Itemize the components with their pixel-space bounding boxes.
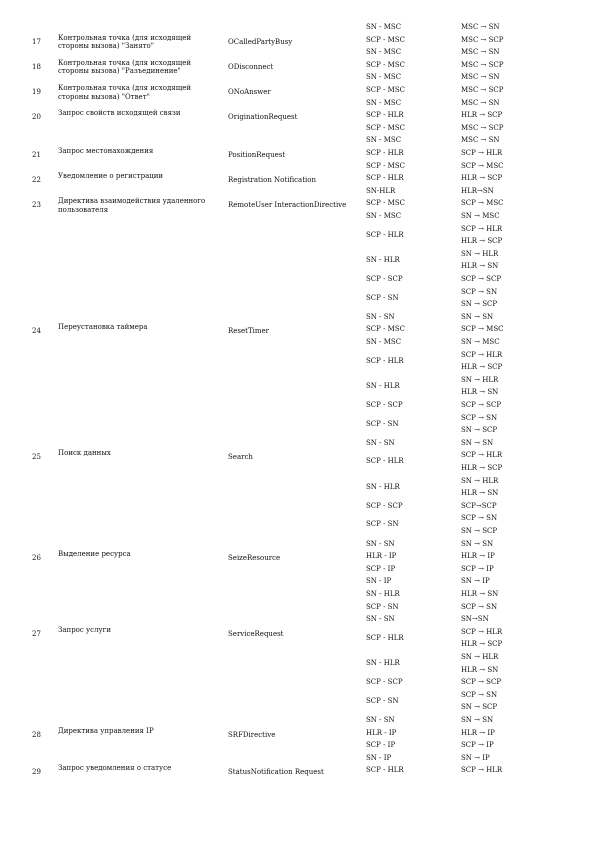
operation-name: PositionRequest bbox=[228, 151, 286, 159]
operation-name: ServiceRequest bbox=[228, 629, 284, 638]
interface-cell: SCP - SCP bbox=[366, 401, 403, 409]
direction-cell: SN → SCP bbox=[461, 426, 498, 435]
interface-cell: SN - HLR bbox=[366, 482, 400, 491]
row-number: 29 bbox=[32, 768, 41, 777]
direction-cell: SN → HLR bbox=[461, 476, 499, 485]
direction-cell: SN → SN bbox=[461, 438, 494, 447]
direction-cell: SCP → HLR bbox=[461, 350, 503, 359]
operation-description: Запрос услуги bbox=[58, 625, 111, 634]
direction-cell: HLR → SN bbox=[461, 489, 499, 498]
interface-cell: SCP - MSC bbox=[366, 35, 405, 44]
interface-cell: SCP - HLR bbox=[366, 356, 404, 365]
row-number: 17 bbox=[32, 37, 41, 46]
direction-cell: SCP → SN bbox=[461, 413, 498, 422]
operation-description: Запрос местонахождения bbox=[58, 147, 154, 155]
direction-cell: SN → SN bbox=[461, 716, 494, 724]
operation-description: Директива управления IP bbox=[58, 726, 154, 735]
interface-cell: SN - HLR bbox=[366, 255, 400, 264]
interface-cell: SN-HLR bbox=[366, 186, 396, 195]
direction-cell: HLR → SCP bbox=[461, 174, 503, 183]
interface-cell: HLR - IP bbox=[366, 552, 397, 561]
direction-cell: SCP → MSC bbox=[461, 161, 504, 170]
interface-cell: SCP - MSC bbox=[366, 86, 405, 94]
direction-cell: SCP → SN bbox=[461, 514, 498, 523]
direction-cell: SN → SCP bbox=[461, 703, 498, 712]
interface-cell: SCP - HLR bbox=[366, 174, 404, 183]
direction-cell: SN → SN bbox=[461, 312, 494, 321]
interface-cell: SN - MSC bbox=[366, 136, 402, 145]
interface-cell: SCP - HLR bbox=[366, 230, 404, 239]
operation-description: Контрольная точка (для исходящей bbox=[58, 33, 192, 42]
interface-cell: SCP - IP bbox=[366, 741, 396, 750]
operation-description: Директива взаимодействия удаленного bbox=[58, 197, 206, 206]
operation-description: стороны вызова) "Занято" bbox=[58, 42, 154, 51]
interface-cell: SN - MSC bbox=[366, 48, 402, 57]
operation-name: Registration Notification bbox=[228, 176, 316, 185]
interface-cell: SCP - SCP bbox=[366, 501, 403, 510]
interface-cell: SCP - SCP bbox=[366, 678, 403, 687]
direction-cell: SN→SN bbox=[461, 615, 489, 624]
operation-name: OriginationRequest bbox=[228, 113, 298, 122]
direction-cell: HLR → SN bbox=[461, 262, 499, 271]
interface-cell: SCP - SN bbox=[366, 696, 399, 705]
row-number: 24 bbox=[32, 327, 41, 336]
interface-cell: SCP - HLR bbox=[366, 633, 404, 642]
direction-cell: SN → MSC bbox=[461, 212, 500, 220]
direction-cell: MSC → SN bbox=[461, 98, 500, 107]
direction-cell: MSC → SN bbox=[461, 136, 500, 145]
operation-description: Запрос свойств исходящей связи bbox=[58, 109, 181, 118]
direction-cell: MSC → SCP bbox=[461, 123, 504, 132]
interface-cell: SCP - HLR bbox=[366, 457, 404, 466]
row-number: 23 bbox=[32, 201, 41, 210]
interface-cell: SCP - SN bbox=[366, 602, 399, 611]
direction-cell: HLR → SN bbox=[461, 388, 499, 397]
direction-cell: MSC → SN bbox=[461, 73, 500, 82]
row-number: 18 bbox=[32, 62, 41, 71]
direction-cell: SCP → SCP bbox=[461, 275, 502, 283]
direction-cell: HLR → SCP bbox=[461, 640, 503, 649]
direction-cell: HLR → SCP bbox=[461, 111, 503, 120]
interface-cell: SN - SN bbox=[366, 312, 395, 321]
row-number: 20 bbox=[32, 113, 41, 122]
interface-cell: SN - SN bbox=[366, 716, 395, 724]
direction-cell: SN → MSC bbox=[461, 338, 500, 346]
operation-name: StatusNotification Request bbox=[228, 768, 324, 777]
operation-name: SeizeResource bbox=[228, 554, 281, 563]
direction-cell: SN → IP bbox=[461, 753, 490, 762]
interface-cell: SN - IP bbox=[366, 577, 392, 586]
interface-cell: SN - SN bbox=[366, 615, 395, 624]
direction-cell: HLR → SN bbox=[461, 590, 499, 598]
row-number: 19 bbox=[32, 88, 41, 96]
direction-cell: SCP → SN bbox=[461, 287, 498, 296]
operation-name: ResetTimer bbox=[228, 327, 269, 336]
direction-cell: SCP → HLR bbox=[461, 627, 503, 636]
direction-cell: SN → IP bbox=[461, 577, 490, 586]
interface-cell: SCP - IP bbox=[366, 564, 396, 573]
operation-description: Выделение ресурса bbox=[58, 550, 131, 559]
operation-description: пользователя bbox=[58, 205, 109, 214]
interface-cell: SN - SN bbox=[366, 438, 395, 447]
row-number: 28 bbox=[32, 730, 41, 739]
interface-cell: SCP - SN bbox=[366, 419, 399, 428]
operation-description: Контрольная точка (для исходящей bbox=[58, 84, 192, 92]
interface-cell: SN - MSC bbox=[366, 98, 402, 107]
interface-cell: SN - MSC bbox=[366, 212, 402, 220]
operation-description: Поиск данных bbox=[58, 449, 111, 458]
interface-cell: SCP - SN bbox=[366, 520, 399, 529]
interface-cell: SCP - MSC bbox=[366, 123, 405, 132]
operation-description: Переустановка таймера bbox=[58, 323, 148, 332]
direction-cell: SCP → SCP bbox=[461, 678, 502, 687]
operation-name: SRFDirective bbox=[228, 730, 276, 739]
direction-cell: SCP → IP bbox=[461, 741, 494, 750]
direction-cell: SCP → HLR bbox=[461, 766, 503, 775]
interface-cell: SN - HLR bbox=[366, 590, 400, 598]
row-number: 26 bbox=[32, 554, 41, 563]
direction-cell: SCP → IP bbox=[461, 564, 494, 573]
operation-name: ODisconnect bbox=[228, 62, 274, 71]
direction-cell: SCP → MSC bbox=[461, 325, 504, 334]
operation-name: OCalledPartyBusy bbox=[228, 37, 293, 46]
interface-cell: HLR - IP bbox=[366, 728, 397, 737]
direction-cell: HLR→SN bbox=[461, 186, 494, 195]
interface-cell: SN - HLR bbox=[366, 381, 400, 390]
direction-cell: SN → SN bbox=[461, 539, 494, 548]
operation-description: Уведомление о регистрации bbox=[58, 172, 164, 181]
interface-cell: SCP - MSC bbox=[366, 161, 405, 170]
interface-cell: SCP - HLR bbox=[366, 149, 404, 157]
direction-cell: MSC → SCP bbox=[461, 86, 504, 94]
direction-cell: SCP → SN bbox=[461, 602, 498, 611]
operation-name: Search bbox=[228, 453, 253, 462]
direction-cell: SCP → MSC bbox=[461, 199, 504, 208]
operation-name: RemoteUser InteractionDirective bbox=[228, 201, 347, 210]
interface-cell: SN - MSC bbox=[366, 338, 402, 346]
interface-cell: SN - HLR bbox=[366, 659, 400, 667]
interface-cell: SCP - SCP bbox=[366, 275, 403, 283]
interface-cell: SCP - HLR bbox=[366, 766, 404, 775]
direction-cell: SN → SCP bbox=[461, 300, 498, 309]
direction-cell: MSC → SCP bbox=[461, 60, 504, 69]
direction-cell: MSC → SCP bbox=[461, 35, 504, 44]
direction-cell: MSC → SN bbox=[461, 48, 500, 57]
operation-description: стороны вызова) "Ответ" bbox=[58, 92, 150, 101]
direction-cell: SCP → HLR bbox=[461, 224, 503, 233]
direction-cell: SN → HLR bbox=[461, 653, 499, 661]
direction-cell: HLR → IP bbox=[461, 552, 495, 561]
direction-cell: SN → SCP bbox=[461, 527, 498, 535]
direction-cell: HLR → SCP bbox=[461, 464, 503, 472]
interface-cell: SN - IP bbox=[366, 753, 392, 762]
direction-cell: MSC → SN bbox=[461, 23, 500, 31]
operation-name: ONoAnswer bbox=[228, 88, 271, 96]
direction-cell: SCP → SN bbox=[461, 690, 498, 699]
direction-cell: SN → HLR bbox=[461, 375, 499, 384]
row-number: 21 bbox=[32, 151, 41, 159]
direction-cell: SN → HLR bbox=[461, 249, 499, 258]
direction-cell: HLR → IP bbox=[461, 728, 495, 737]
direction-cell: HLR → SCP bbox=[461, 363, 503, 372]
interface-cell: SN - SN bbox=[366, 539, 395, 548]
direction-cell: SCP → HLR bbox=[461, 149, 503, 157]
direction-cell: HLR → SN bbox=[461, 665, 499, 674]
row-number: 22 bbox=[32, 176, 41, 185]
interface-cell: SN - MSC bbox=[366, 73, 402, 82]
interface-cell: SCP - MSC bbox=[366, 325, 405, 334]
direction-cell: SCP → SCP bbox=[461, 401, 502, 409]
operation-description: Контрольная точка (для исходящей bbox=[58, 58, 192, 67]
interface-cell: SCP - MSC bbox=[366, 60, 405, 69]
operation-description: стороны вызова) "Разъединение" bbox=[58, 67, 181, 76]
interface-cell: SCP - MSC bbox=[366, 199, 405, 208]
row-number: 25 bbox=[32, 453, 41, 462]
operation-description: Запрос уведомления о статусе bbox=[58, 764, 172, 773]
interface-cell: SN - MSC bbox=[366, 23, 402, 31]
direction-cell: HLR → SCP bbox=[461, 237, 503, 246]
interface-cell: SCP - HLR bbox=[366, 111, 404, 120]
direction-cell: SCP → HLR bbox=[461, 451, 503, 460]
row-number: 27 bbox=[32, 629, 41, 638]
direction-cell: SCP→SCP bbox=[461, 501, 497, 510]
interface-cell: SCP - SN bbox=[366, 293, 399, 302]
